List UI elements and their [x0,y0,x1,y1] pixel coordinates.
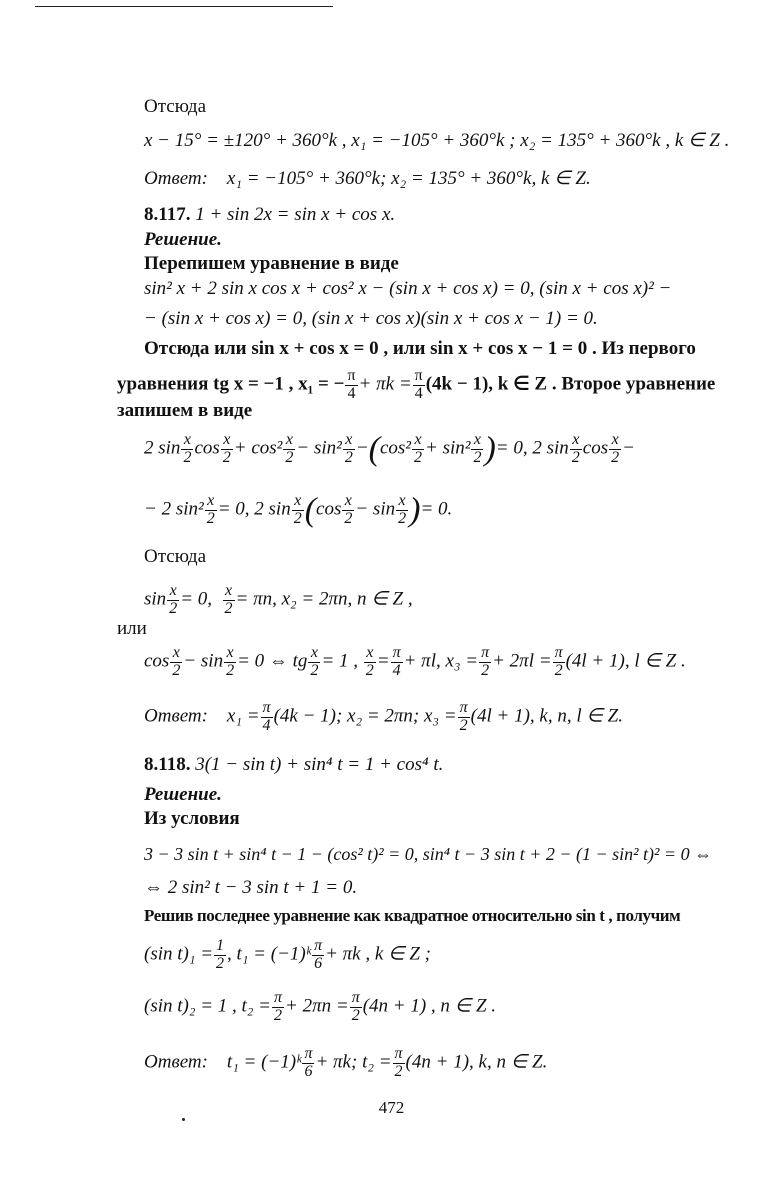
equation-line: ⇔ 2 sin² t − 3 sin t + 1 = 0. [144,877,358,898]
text-line: Из условия [144,808,240,829]
text-line: или [117,618,147,639]
answer-line: Ответ: x₁ = $\frac{\pi}{4}$ (4k − 1); x₂ = 2πn; x₃ = $\frac{\pi}{2}$ (4l + 1), k, n, l ∈ Z. [144,699,623,734]
answer-line: Ответ: x₁ = −105° + 360°k; x₂ = 135° + 360°k, k ∈ Z. [144,168,591,189]
text-line: Решив последнее уравнение как квадратное относительно sin t , получим [144,906,681,925]
equation-line: sin² x + 2 sin x cos x + cos² x − (sin x + cos x) = 0, (sin x + cos x)² − [144,278,672,299]
problem-heading: 8.118. 3(1 − sin t) + sin⁴ t = 1 + cos⁴ t. [144,754,444,775]
equation-line: 2 sin $\frac{x}{2}$ cos $\frac{x}{2}$ + cos² $\frac{x}{2}$ − sin² $\frac{x}{2}$ −(cos² $\frac{x}{2}$ + sin² $\frac{x}{2}$ )= 0, 2 sin $\frac{x}{2}$ cos $\frac{x}{2}$ − [144,430,635,468]
text-line: Отсюда [144,96,207,117]
equation-line: cos $\frac{x}{2}$ − sin $\frac{x}{2}$ = 0 ⇔ tg $\frac{x}{2}$ = 1 , $\frac{x}{2}$ = $\frac{\pi}{4}$ + πl, x₃ = $\frac{\pi}{2}$ + 2πl = $\frac{\pi}{2}$ (4l + 1), l ∈ Z . [144,644,686,679]
equation-line: уравнения tg x = −1 , x₁ = − $\frac{\pi}{4}$ + πk = $\frac{\pi}{4}$ (4k − 1), k ∈ Z . Второе уравнение [117,367,716,402]
equation-line: − 2 sin² $\frac{x}{2}$ = 0, 2 sin $\frac{x}{2}$ (cos $\frac{x}{2}$ − sin $\frac{x}{2}$ )= 0. [144,491,453,529]
equation-line: − (sin x + cos x) = 0, (sin x + cos x)(sin x + cos x − 1) = 0. [144,308,598,329]
text-line: Перепишем уравнение в виде [144,253,399,274]
solution-label: Решение. [144,784,222,805]
stray-mark [182,1118,185,1121]
text-line: Отсюда [144,546,207,567]
solution-label: Решение. [144,229,222,250]
header-rule [35,6,333,7]
equation-line: 3 − 3 sin t + sin⁴ t − 1 − (cos² t)² = 0, sin⁴ t − 3 sin t + 2 − (1 − sin² t)² = 0 ⇔ [144,844,713,864]
text-line: Отсюда или sin x + cos x = 0 , или sin x + cos x − 1 = 0 . Из первого [144,338,696,359]
equation-line: (sin t)₁ = $\frac{1}{2}$ , t₁ = (−1)ᵏ $\frac{\pi}{6}$ + πk , k ∈ Z ; [144,937,431,972]
answer-line: Ответ: t₁ = (−1)ᵏ $\frac{\pi}{6}$ + πk; t₂ = $\frac{\pi}{2}$ (4n + 1), k, n ∈ Z. [144,1045,548,1080]
text-line: запишем в виде [117,400,253,421]
problem-heading: 8.117. 1 + sin 2x = sin x + cos x. [144,204,396,225]
equation-line: (sin t)₂ = 1 , t₂ = $\frac{\pi}{2}$ + 2πn = $\frac{\pi}{2}$ (4n + 1) , n ∈ Z . [144,989,497,1024]
equation-line: x − 15° = ±120° + 360°k , x₁ = −105° + 360°k ; x₂ = 135° + 360°k , k ∈ Z . [144,130,730,151]
equation-line: sin $\frac{x}{2}$ = 0, $\frac{x}{2}$ = πn, x₂ = 2πn, n ∈ Z , [144,582,413,617]
page-number: 472 [378,1098,405,1117]
